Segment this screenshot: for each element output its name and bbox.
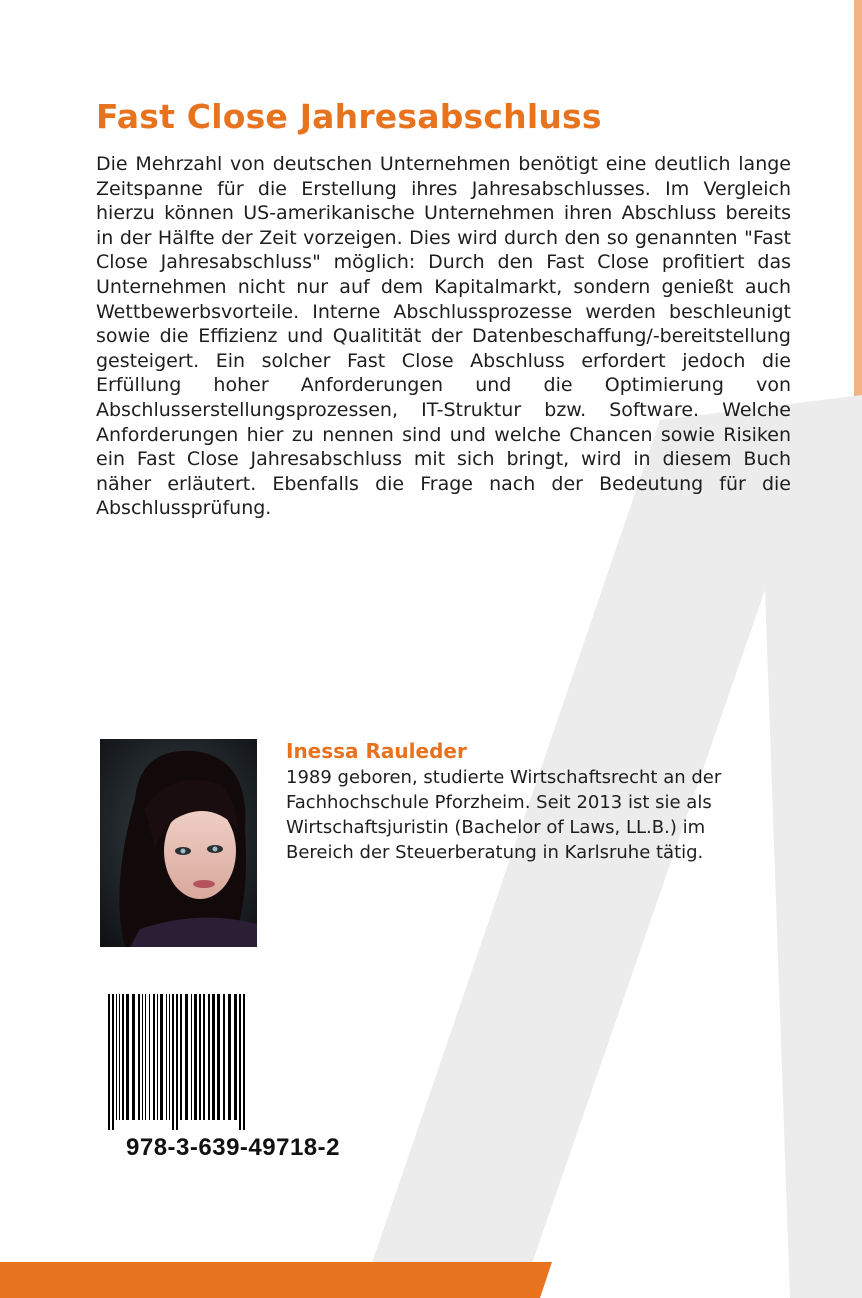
barcode-bar (191, 994, 192, 1120)
isbn-barcode (102, 990, 364, 1162)
barcode-bar (108, 994, 110, 1130)
barcode-bar (176, 994, 178, 1130)
book-title: Fast Close Jahresabschluss (96, 97, 602, 136)
barcode-bar (203, 994, 205, 1120)
bottom-orange-band (0, 1262, 552, 1298)
barcode-bar (122, 994, 124, 1120)
isbn-number: 978-3-639-49718-2 (126, 1134, 340, 1161)
barcode-bars (102, 994, 364, 1130)
barcode-bar (199, 994, 201, 1120)
barcode-bar (234, 994, 237, 1120)
author-photo (100, 739, 257, 947)
barcode-bar (239, 994, 241, 1130)
barcode-bar (228, 994, 231, 1120)
barcode-bar (126, 994, 129, 1120)
barcode-bar (153, 994, 155, 1120)
barcode-bar (212, 994, 215, 1120)
book-description: Die Mehrzahl von deutschen Unternehmen benötigt eine deutlich lange Zeitspanne für die Erstellung ihres Jahresabschlusses. Im Vergleich hierzu können US-amerikanische Unternehmen ihren Abschluss bereits in der Hälfte der Zeit vorzeigen. Dies wird durch den so genannten "Fast Close Jahresabschluss" möglich: Durch den Fast Close profitiert das Unternehmen nicht nur auf dem Kapitalmarkt, sondern genießt auch Wettbewerbsvorteile. Interne Abschlussprozesse werden beschleunigt sowie die Effizienz und Qualitität der Datenbeschaffung/-bereitstellung gesteigert. Ein solcher Fast Close Abschluss erfordert jedoch die Erfüllung hoher Anforderungen und die Optimierung von Abschlusserstellungsprozessen, IT-Struktur bzw. Software. Welche Anforderungen hier zu nennen sind und welche Chancen sowie Risiken ein Fast Close Jahresabschluss mit sich bringt, wird in diesem Buch näher erläutert. Ebenfalls die Frage nach der Bedeutung für die Abschlussprüfung. (96, 153, 791, 520)
barcode-bar (142, 994, 143, 1120)
barcode-bar (157, 994, 158, 1120)
barcode-bar (132, 994, 135, 1120)
barcode-bar (149, 994, 150, 1120)
barcode-bar (112, 994, 114, 1130)
barcode-bar (145, 994, 146, 1120)
author-bio: 1989 geboren, studierte Wirtschaftsrecht an der Fachhochschule Pforzheim. Seit 2013 ist sie als Wirtschaftsjuristin (Bachelor of Laws, LL.B.) im Bereich der Steuerberatung in Karlsruhe tätig. (286, 767, 722, 863)
barcode-bar (160, 994, 163, 1120)
barcode-bar (169, 994, 170, 1120)
barcode-bar (116, 994, 117, 1120)
author-name: Inessa Rauleder (286, 739, 467, 763)
barcode-bar (166, 994, 167, 1120)
barcode-bar (208, 994, 210, 1120)
barcode-bar (217, 994, 220, 1120)
barcode-bar (119, 994, 120, 1120)
barcode-bar (138, 994, 140, 1120)
barcode-bar (243, 994, 245, 1130)
barcode-bar (223, 994, 225, 1120)
barcode-bar (185, 994, 188, 1120)
barcode-bar (194, 994, 197, 1120)
barcode-bar (180, 994, 182, 1120)
barcode-bar (172, 994, 174, 1130)
